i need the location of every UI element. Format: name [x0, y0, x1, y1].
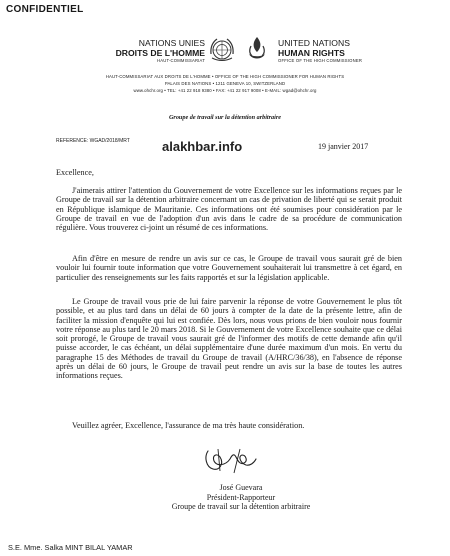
- un-emblem-icon: [208, 36, 236, 64]
- salutation: Excellence,: [56, 168, 94, 177]
- recipient-line: S.E. Mme. Salka MINT BILAL YAMAR: [8, 543, 133, 552]
- address-line-3: www.ohchr.org • TEL: +41 22 918 9380 • FAX: +41 22 917 9008 • E-MAIL: wgad@ohchr.org: [133, 88, 317, 93]
- reference-number: REFERENCE: WGAD/2018/MRT: [56, 138, 130, 144]
- signatory-name: José Guevara: [219, 483, 263, 492]
- header-un-french: [116, 38, 205, 63]
- un-english-rights: HUMAN RIGHTS: [278, 48, 345, 58]
- paragraph-1: J'aimerais attirer l'attention du Gouvernement de votre Excellence sur les informations reçues par le Groupe de travail sur la détention arbitraire concernant un cas de privation de liberté qui se serait produit en République islamique de Mauritanie. Ces informations ont été soumises pour considération par le Groupe de travail en vue de l'adoption d'un avis dans le cadre de sa procédure de communication régulière. Vous trouverez ci-joint un résumé de ces informations.: [56, 186, 402, 233]
- address-line-2: PALAIS DES NATIONS • 1211 GENEVA 10, SWITZERLAND: [164, 81, 286, 86]
- un-english-office: OFFICE OF THE HIGH COMMISSIONER: [278, 58, 363, 63]
- paragraph-3: Le Groupe de travail vous prie de lui faire parvenir la réponse de votre Gouvernement le plus tôt possible, et au plus tard dans un délai de 60 jours à compter de la date de la présente lettre, afin de faciliter la mission d'enquête qui lui est confiée. Dès lors, nous vous prions de bien vouloir nous fournir votre réponse au plus tard le 20 mars 2018. Si le Gouvernement de votre Excellence souhaite que ce délai soit prorogé, le Groupe de travail vous saurait gré de l'informer des motifs de cette demande afin qu'il puisse accorder, le cas échéant, un délai supplémentaire d'une durée maximum d'un mois. En vertu du paragraphe 15 des Méthodes de travail du Groupe de travail (A/HRC/36/38), en l'absence de réponse après un délai de 60 jours, le Groupe de travail peut rendre un avis sur la base de toutes les autres informations reçues.: [56, 297, 402, 381]
- human-rights-emblem-icon: [243, 34, 271, 66]
- signatory-group: Groupe de travail sur la détention arbitraire: [171, 502, 311, 511]
- paragraph-2: Afin d'être en mesure de rendre un avis sur ce cas, le Groupe de travail vous saurait gré de bien vouloir lui fournir toute information que votre Gouvernement souhaiterait lui transmettre à cet égard, en particulier des renseignements sur les faits rapportés et sur la législation applicable.: [56, 254, 402, 282]
- un-french-name: NATIONS UNIES: [138, 38, 205, 48]
- letter-date: 19 janvier 2017: [318, 142, 369, 151]
- un-french-rights: DROITS DE L'HOMME: [115, 48, 205, 58]
- confidential-label: CONFIDENTIEL: [6, 4, 84, 15]
- un-english-name: UNITED NATIONS: [278, 38, 350, 48]
- header-un-english: [278, 38, 362, 63]
- source-watermark: alakhbar.info: [162, 139, 243, 154]
- handwritten-signature-icon: [200, 443, 260, 479]
- closing-paragraph: Veuillez agréer, Excellence, l'assurance de ma très haute considération.: [72, 421, 305, 430]
- un-french-office: HAUT-COMMISSARIAT: [157, 58, 205, 63]
- working-group-title: Groupe de travail sur la détention arbitraire: [168, 114, 282, 121]
- signatory-title: Président-Rapporteur: [206, 492, 276, 502]
- signatory-block: [166, 483, 316, 512]
- address-line-1: HAUT-COMMISSARIAT AUX DROITS DE L'HOMME • OFFICE OF THE HIGH COMMISSIONER FOR HUMAN RIGHTS: [105, 74, 345, 79]
